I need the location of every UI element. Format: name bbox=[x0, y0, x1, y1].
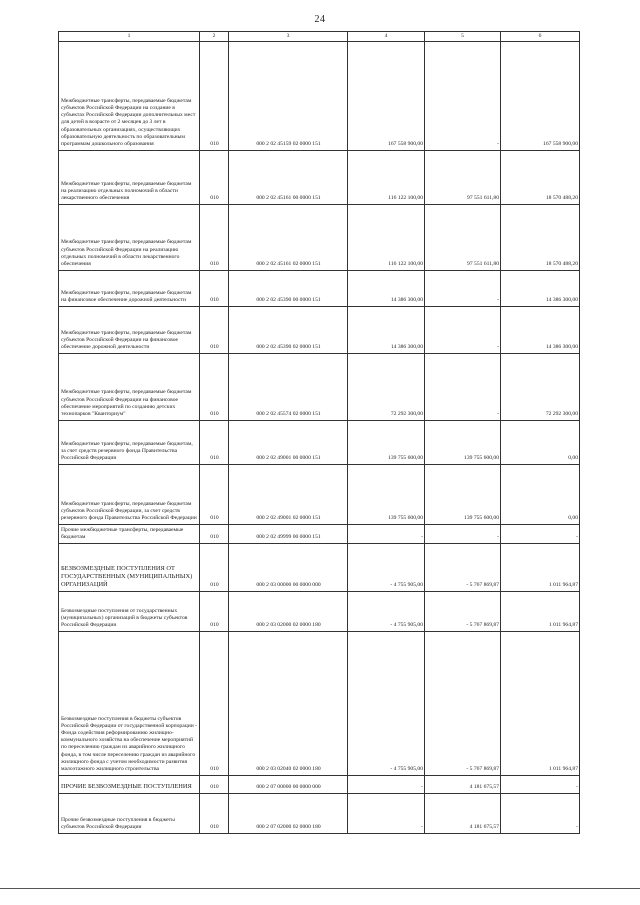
budget-class-code-cell: 000 2 03 02000 02 0000 180 bbox=[229, 592, 348, 632]
table-row bbox=[59, 307, 580, 354]
column-header: 5 bbox=[425, 32, 501, 42]
executed-amount-cell: 4 181 675,57 bbox=[425, 776, 501, 794]
row-name-cell: ПРОЧИЕ БЕЗВОЗМЕЗДНЫЕ ПОСТУПЛЕНИЯ bbox=[59, 776, 200, 794]
page-number: 24 bbox=[314, 14, 326, 25]
executed-amount-cell: - bbox=[425, 307, 501, 354]
executed-amount-cell: - 5 767 869,87 bbox=[425, 632, 501, 776]
approved-amount-cell: - 4 755 905,00 bbox=[348, 632, 425, 776]
row-name-cell: Межбюджетные трансферты, передаваемые бюджетам на финансовое обеспечение дорожной деятельности bbox=[59, 271, 200, 307]
footer-rule bbox=[0, 888, 640, 889]
executed-amount-cell: - bbox=[425, 42, 501, 151]
unexecuted-amount-cell: 167 558 900,00 bbox=[501, 42, 580, 151]
budget-class-code-cell: 000 2 02 45161 02 0000 151 bbox=[229, 205, 348, 271]
unexecuted-amount-cell: 1 011 964,87 bbox=[501, 632, 580, 776]
column-header: 2 bbox=[200, 32, 229, 42]
row-name-cell: Межбюджетные трансферты, передаваемые бюджетам субъектов Российской Федерации на финансовое обеспечение мероприятий по созданию детских технопарков "Кванториум" bbox=[59, 354, 200, 421]
unexecuted-amount-cell: 18 570 488,20 bbox=[501, 205, 580, 271]
unexecuted-amount-cell: 14 386 300,00 bbox=[501, 307, 580, 354]
table-row bbox=[59, 776, 580, 794]
approved-amount-cell: 14 386 300,00 bbox=[348, 271, 425, 307]
line-code-cell: 010 bbox=[200, 632, 229, 776]
unexecuted-amount-cell: 1 011 964,87 bbox=[501, 544, 580, 592]
budget-class-code-cell: 000 2 02 45390 00 0000 151 bbox=[229, 271, 348, 307]
unexecuted-amount-cell: 72 292 300,00 bbox=[501, 354, 580, 421]
approved-amount-cell: 72 292 300,00 bbox=[348, 354, 425, 421]
executed-amount-cell: - bbox=[425, 525, 501, 544]
row-name-cell: Межбюджетные трансферты, передаваемые бюджетам, за счет средств резервного фонда Правительства Российской Федерации bbox=[59, 421, 200, 465]
budget-class-code-cell: 000 2 02 49001 02 0000 151 bbox=[229, 465, 348, 525]
line-code-cell: 010 bbox=[200, 794, 229, 834]
row-name-cell: Безвозмездные поступления в бюджеты субъектов Российской Федерации от государственной корпорации - Фонда содействия реформированию жилищно-коммунального хозяйства на обеспечение мероприятий по переселению граждан из аварийного жилищного фонда, в том числе переселению граждан из аварийного жилищного фонда с учетом необходимости развития малоэтажного жилищного строительства bbox=[59, 632, 200, 776]
table-row bbox=[59, 525, 580, 544]
table-row bbox=[59, 271, 580, 307]
budget-class-code-cell: 000 2 02 45159 02 0000 151 bbox=[229, 42, 348, 151]
approved-amount-cell: - bbox=[348, 794, 425, 834]
executed-amount-cell: - bbox=[425, 271, 501, 307]
unexecuted-amount-cell: - bbox=[501, 794, 580, 834]
row-name-cell: Безвозмездные поступления от государственных (муниципальных) организаций в бюджеты субъектов Российской Федерации bbox=[59, 592, 200, 632]
line-code-cell: 010 bbox=[200, 307, 229, 354]
executed-amount-cell: 97 551 611,80 bbox=[425, 151, 501, 205]
line-code-cell: 010 bbox=[200, 776, 229, 794]
budget-class-code-cell: 000 2 02 45390 02 0000 151 bbox=[229, 307, 348, 354]
line-code-cell: 010 bbox=[200, 525, 229, 544]
column-header: 4 bbox=[348, 32, 425, 42]
executed-amount-cell: 139 755 600,00 bbox=[425, 465, 501, 525]
unexecuted-amount-cell: 14 386 300,00 bbox=[501, 271, 580, 307]
budget-class-code-cell: 000 2 02 45574 02 0000 151 bbox=[229, 354, 348, 421]
unexecuted-amount-cell: - bbox=[501, 776, 580, 794]
unexecuted-amount-cell: 1 011 964,87 bbox=[501, 592, 580, 632]
column-header: 6 bbox=[501, 32, 580, 42]
approved-amount-cell: 139 755 600,00 bbox=[348, 465, 425, 525]
approved-amount-cell: 139 755 600,00 bbox=[348, 421, 425, 465]
line-code-cell: 010 bbox=[200, 205, 229, 271]
executed-amount-cell: 139 755 600,00 bbox=[425, 421, 501, 465]
approved-amount-cell: - bbox=[348, 776, 425, 794]
approved-amount-cell: - bbox=[348, 525, 425, 544]
row-name-cell: Прочие межбюджетные трансферты, передаваемые бюджетам bbox=[59, 525, 200, 544]
line-code-cell: 010 bbox=[200, 151, 229, 205]
table-row bbox=[59, 592, 580, 632]
row-name-cell: Межбюджетные трансферты, передаваемые бюджетам субъектов Российской Федерации, за счет средств резервного фонда Правительства Российской Федерации bbox=[59, 465, 200, 525]
executed-amount-cell: - 5 767 869,87 bbox=[425, 544, 501, 592]
table-row bbox=[59, 544, 580, 592]
approved-amount-cell: 14 386 300,00 bbox=[348, 307, 425, 354]
table-row bbox=[59, 421, 580, 465]
line-code-cell: 010 bbox=[200, 544, 229, 592]
row-name-cell: Межбюджетные трансферты, передаваемые бюджетам субъектов Российской Федерации на реализацию отдельных полномочий в области лекарственного обеспечения bbox=[59, 205, 200, 271]
unexecuted-amount-cell: 18 570 488,20 bbox=[501, 151, 580, 205]
unexecuted-amount-cell: 0,00 bbox=[501, 421, 580, 465]
approved-amount-cell: 116 122 100,00 bbox=[348, 205, 425, 271]
column-header: 1 bbox=[59, 32, 200, 42]
table-row bbox=[59, 632, 580, 776]
unexecuted-amount-cell: - bbox=[501, 525, 580, 544]
table-row bbox=[59, 354, 580, 421]
executed-amount-cell: 4 181 675,57 bbox=[425, 794, 501, 834]
approved-amount-cell: 116 122 100,00 bbox=[348, 151, 425, 205]
row-name-cell: Межбюджетные трансферты, передаваемые бюджетам на реализацию отдельных полномочий в области лекарственного обеспечения bbox=[59, 151, 200, 205]
budget-class-code-cell: 000 2 02 45161 00 0000 151 bbox=[229, 151, 348, 205]
executed-amount-cell: - bbox=[425, 354, 501, 421]
budget-class-code-cell: 000 2 07 00000 00 0000 000 bbox=[229, 776, 348, 794]
row-name-cell: Прочие безвозмездные поступления в бюджеты субъектов Российской Федерации bbox=[59, 794, 200, 834]
approved-amount-cell: 167 558 900,00 bbox=[348, 42, 425, 151]
unexecuted-amount-cell: 0,00 bbox=[501, 465, 580, 525]
row-name-cell: Межбюджетные трансферты, передаваемые бюджетам субъектов Российской Федерации на финансовое обеспечение дорожной деятельности bbox=[59, 307, 200, 354]
table-row bbox=[59, 42, 580, 151]
budget-class-code-cell: 000 2 03 00000 00 0000 000 bbox=[229, 544, 348, 592]
executed-amount-cell: - 5 767 869,87 bbox=[425, 592, 501, 632]
budget-class-code-cell: 000 2 03 02040 02 0000 180 bbox=[229, 632, 348, 776]
budget-class-code-cell: 000 2 07 02000 02 0000 180 bbox=[229, 794, 348, 834]
approved-amount-cell: - 4 755 905,00 bbox=[348, 544, 425, 592]
budget-revenue-table bbox=[58, 31, 580, 834]
table-row bbox=[59, 205, 580, 271]
column-number-row bbox=[59, 32, 580, 42]
column-header: 3 bbox=[229, 32, 348, 42]
line-code-cell: 010 bbox=[200, 421, 229, 465]
table-row bbox=[59, 465, 580, 525]
row-name-cell: БЕЗВОЗМЕЗДНЫЕ ПОСТУПЛЕНИЯ ОТ ГОСУДАРСТВЕННЫХ (МУНИЦИПАЛЬНЫХ) ОРГАНИЗАЦИЙ bbox=[59, 544, 200, 592]
line-code-cell: 010 bbox=[200, 465, 229, 525]
line-code-cell: 010 bbox=[200, 592, 229, 632]
table-row bbox=[59, 794, 580, 834]
table-row bbox=[59, 151, 580, 205]
line-code-cell: 010 bbox=[200, 354, 229, 421]
line-code-cell: 010 bbox=[200, 42, 229, 151]
row-name-cell: Межбюджетные трансферты, передаваемые бюджетам субъектов Российской Федерации на создание в субъектах Российской Федерации дополнительных мест для детей в возрасте от 2 месяцев до 3 лет в образовательных организациях, осуществляющих образовательную деятельность по образовательным программам дошкольного образования bbox=[59, 42, 200, 151]
line-code-cell: 010 bbox=[200, 271, 229, 307]
budget-class-code-cell: 000 2 02 49999 00 0000 151 bbox=[229, 525, 348, 544]
approved-amount-cell: - 4 755 905,00 bbox=[348, 592, 425, 632]
executed-amount-cell: 97 551 611,80 bbox=[425, 205, 501, 271]
budget-class-code-cell: 000 2 02 49001 00 0000 151 bbox=[229, 421, 348, 465]
